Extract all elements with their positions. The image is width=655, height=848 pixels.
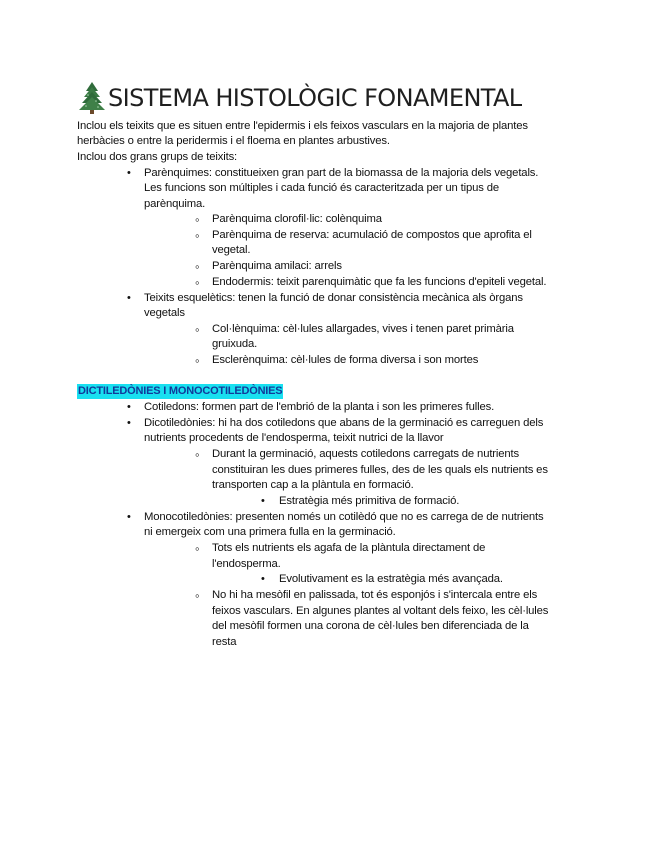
bullet-circle xyxy=(195,212,200,230)
sub-item-cont: vegetal. xyxy=(212,244,251,256)
sub-item-cont: resta xyxy=(212,636,237,648)
bullet-circle xyxy=(195,353,200,371)
bullet-circle xyxy=(195,259,200,277)
list-item: Parènquimes: constitueixen gran part de la biomassa de la majoria dels vegetals. xyxy=(144,167,539,179)
bullet-circle xyxy=(195,228,200,246)
sub-item: No hi ha mesòfil en palissada, tot és esponjós i s'intercala entre els xyxy=(212,589,538,601)
bullet-circle xyxy=(195,541,200,559)
list-item: Cotiledons: formen part de l'embrió de la planta i son les primeres fulles. xyxy=(144,401,495,413)
sub-item: Durant la germinació, aquests cotiledons carregats de nutrients xyxy=(212,448,520,460)
sub-item: Parènquima de reserva: acumulació de compostos que aprofita el xyxy=(212,229,532,241)
subsub-item: Estratègia més primitiva de formació. xyxy=(279,495,460,507)
sub-item-cont: del mesòfil formen una corona de cèl·lules ben diferenciada de la xyxy=(212,620,529,632)
intro-line: herbàcies o entre la peridermis i el floema en plantes arbustives. xyxy=(77,135,390,147)
bullet-disc xyxy=(127,166,131,182)
bullet-circle xyxy=(195,447,200,465)
sub-item-cont: gruixuda. xyxy=(212,338,258,350)
sub-item-cont: feixos vasculars. En algunes plantes al voltant dels feixo, les cèl·lules xyxy=(212,605,549,617)
bullet-disc xyxy=(127,400,131,416)
page-title xyxy=(76,80,522,116)
bullet-circle xyxy=(195,588,200,606)
pine-tree-icon xyxy=(76,81,108,115)
sub-item: Esclerènquima: cèl·lules de forma diversa i son mortes xyxy=(212,354,479,366)
list-item: Dicotiledònies: hi ha dos cotiledons que abans de la germinació es carreguen dels xyxy=(144,417,544,429)
sub-item-cont: l'endosperma. xyxy=(212,558,281,570)
bullet-disc xyxy=(261,572,265,588)
list-item-cont: nutrients procedents de l'endosperma, teixit nutrici de la llavor xyxy=(144,432,444,444)
bullet-disc xyxy=(261,494,265,510)
list-item-cont: vegetals xyxy=(144,307,185,319)
title-text: SISTEMA HISTOLÒGIC FONAMENTAL xyxy=(108,84,522,112)
sub-item: Tots els nutrients els agafa de la plàntula directament de xyxy=(212,542,486,554)
list-item-cont: Les funcions son múltiples i cada funció és caracteritzada per un tipus de xyxy=(144,182,500,194)
bullet-disc xyxy=(127,291,131,307)
intro-line: Inclou els teixits que es situen entre l'epidermis i els feixos vasculars en la majoria de plantes xyxy=(77,120,528,132)
sub-item: Parènquima amilaci: arrels xyxy=(212,260,342,272)
bullet-disc xyxy=(127,510,131,526)
sub-item-cont: constituiran les dues primeres fulles, des de les quals els nutrients es xyxy=(212,464,548,476)
section-heading: DICTILEDÒNIES I MONOCOTILEDÒNIES xyxy=(78,385,283,397)
sub-item: Endodermis: teixit parenquimàtic que fa les funcions d'epiteli vegetal. xyxy=(212,276,547,288)
bullet-circle xyxy=(195,322,200,340)
bullet-disc xyxy=(127,416,131,432)
sub-item-cont: transporten cap a la plàntula en formació. xyxy=(212,479,414,491)
sub-item: Col·lènquima: cèl·lules allargades, vives i tenen paret primària xyxy=(212,323,514,335)
intro-line: Inclou dos grans grups de teixits: xyxy=(77,151,238,163)
list-item-cont: ni emergeix com una primera fulla en la germinació. xyxy=(144,526,396,538)
list-item: Monocotiledònies: presenten només un cotilèdó que no es carrega de de nutrients xyxy=(144,511,544,523)
list-item: Teixits esquelètics: tenen la funció de donar consistència mecànica als òrgans xyxy=(144,292,523,304)
list-item-cont: parènquima. xyxy=(144,198,206,210)
bullet-circle xyxy=(195,275,200,293)
subsub-item: Evolutivament es la estratègia més avançada. xyxy=(279,573,503,585)
sub-item: Parènquima clorofil·lic: colènquima xyxy=(212,213,382,225)
